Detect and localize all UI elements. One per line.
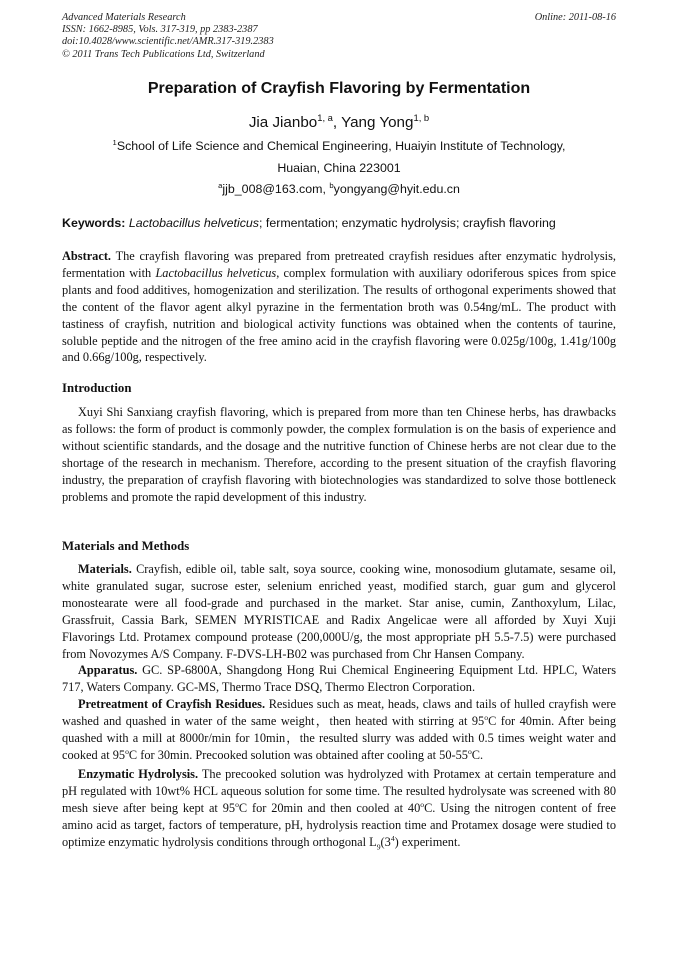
- email-line: [62, 182, 616, 196]
- journal-name: Advanced Materials Research: [62, 12, 186, 23]
- introduction-text: Xuyi Shi Sanxiang crayfish flavoring, which is prepared from more than ten Chinese herbs, has drawbacks as follows: the form of product is commonly powder, the complex formulation is on the basis of experience and without scientific standards, and the dosage and the nutritive function of Chinese herbs are not clear due to the shortage of the research in mechanism. Therefore, according to the present situation of the crayfish flavoring industry, the preparation of crayfish flavoring with biotechnologies was standardized to solve those bottleneck problems and promote the rapid development of this industry.: [62, 405, 616, 504]
- abstract: Abstract. The crayfish flavoring was prepared from pretreated crayfish residues after enzymatic hydrolysis, fermentation with Lactobacillus helveticus, complex formulation with auxiliary odoriferous spices from spice plants and food additives, homogenization and sterilization. The results of orthogonal experiments showed that the content of the flavor agent alkyl pyrazine in the fermentation broth was 0.54ng/mL. The product with tastiness of crayfish, nutrition and biological activity functions was obtained when the contents of taurine, soluble peptide and the nitrogen of the free amino acid in the crayfish flavoring were 0.025g/100g, 1.41g/100g and 0.66g/100g, respectively.: [62, 249, 616, 365]
- author-list: Jia Jianbo$^{1, a}$, Yang Yong$^{1, b}$: [248, 111, 430, 131]
- email-marker: b: [329, 180, 334, 190]
- doi-line: doi:10.4028/www.scientific.net/AMR.317-319.2383: [62, 36, 274, 48]
- keywords: [62, 216, 622, 230]
- section-heading-methods: Materials and Methods: [62, 539, 190, 553]
- affiliation-text: School of Life Science and Chemical Engineering, Huaiyin Institute of Technology,: [116, 139, 566, 153]
- author-name: Yang Yong: [341, 114, 414, 131]
- email-link[interactable]: yongyang@hyit.edu.cn: [333, 182, 460, 196]
- email-marker: a: [218, 180, 223, 190]
- journal-header: [62, 12, 616, 61]
- abstract-label: Abstract.: [62, 249, 112, 263]
- keywords-label: Keywords:: [62, 216, 126, 230]
- keywords-text: ; fermentation; enzymatic hydrolysis; crayfish flavoring: [259, 216, 556, 230]
- apparatus-paragraph: Apparatus. GC. SP-6800A, Shangdong Hong Rui Chemical Engineering Equipment Ltd. HPLC, Waters 717, Waters Company. GC-MS, Thermo Trace DSQ, Thermo Electron Corporation.: [62, 663, 616, 695]
- keyword-italic: Lactobacillus helveticus: [128, 216, 259, 230]
- author-marker: 1, b: [413, 111, 430, 123]
- copyright-line: © 2011 Trans Tech Publications Ltd, Switzerland: [62, 48, 265, 60]
- section-heading-introduction: Introduction: [62, 381, 132, 395]
- affiliation-marker: 1: [112, 137, 117, 147]
- author-name: Jia Jianbo: [248, 114, 318, 131]
- author-marker: 1, a: [317, 111, 333, 123]
- paper-title: Preparation of Crayfish Flavoring by Fermentation: [147, 80, 531, 97]
- email-link[interactable]: jjb_008@163.com,: [222, 182, 330, 196]
- online-date: Online: 2011-08-16: [534, 12, 616, 23]
- issn-line: ISSN: 1662-8985, Vols. 317-319, pp 2383-2387: [62, 24, 258, 36]
- affiliation-line: [62, 139, 616, 153]
- materials-paragraph: Materials. Crayfish, edible oil, table salt, soya source, cooking wine, monosodium glutamate, sesame oil, white granulated sugar, sucrose ester, selenium enriched yeast, modified starch, guar gum and glycerol monostearate were all food-grade and purchased in the market. Star anise, cumin, Zanthoxylum, Lilac, Grassfruit, Cassia Bark, SEMEN MYRISTICAE and Radix Angelicae were all afforded by Xuyi Xuji Flavorings Ltd. Protamex compound protease (200,000U/g, the most appropriate pH 5.5-7.5) were purchased from Novozymes A/S Company. F-DVS-LH-B02 was purchased from Chr Hansen Company.: [62, 562, 616, 661]
- pretreatment-paragraph: Pretreatment of Crayfish Residues. Residues such as meat, heads, claws and tails of hulled crayfish were washed and quashed in water of the same weight，then heated with stirring at 95$^o$C for 40min. After being quashed with a mill at 8000r/min for 10min，the resulted slurry was added with 0.5 times weight water and cooked at 95$^o$C for 30min. Precooked solution was obtained after cooling at 50-55$^o$C.: [62, 697, 617, 762]
- enzymatic-paragraph: Enzymatic Hydrolysis. The precooked solution was hydrolyzed with Protamex at certain temperature and pH regulated with 10wt% HCL aqueous solution for some time. The resulted hydrolysate was screened with 80 mesh sieve after being kept at 95$^o$C for 20min and then cooled at 40$^o$C. Using the nitrogen content of free amino acid as target, factors of temperature, pH, hydrolysis reaction time and Protamex dosage were studied to optimize enzymatic hydrolysis conditions through orthogonal $L_9(3^4)$ experiment.: [62, 766, 616, 851]
- affiliation-address: Huaian, China 223001: [277, 161, 401, 175]
- methods-text: [62, 561, 616, 850]
